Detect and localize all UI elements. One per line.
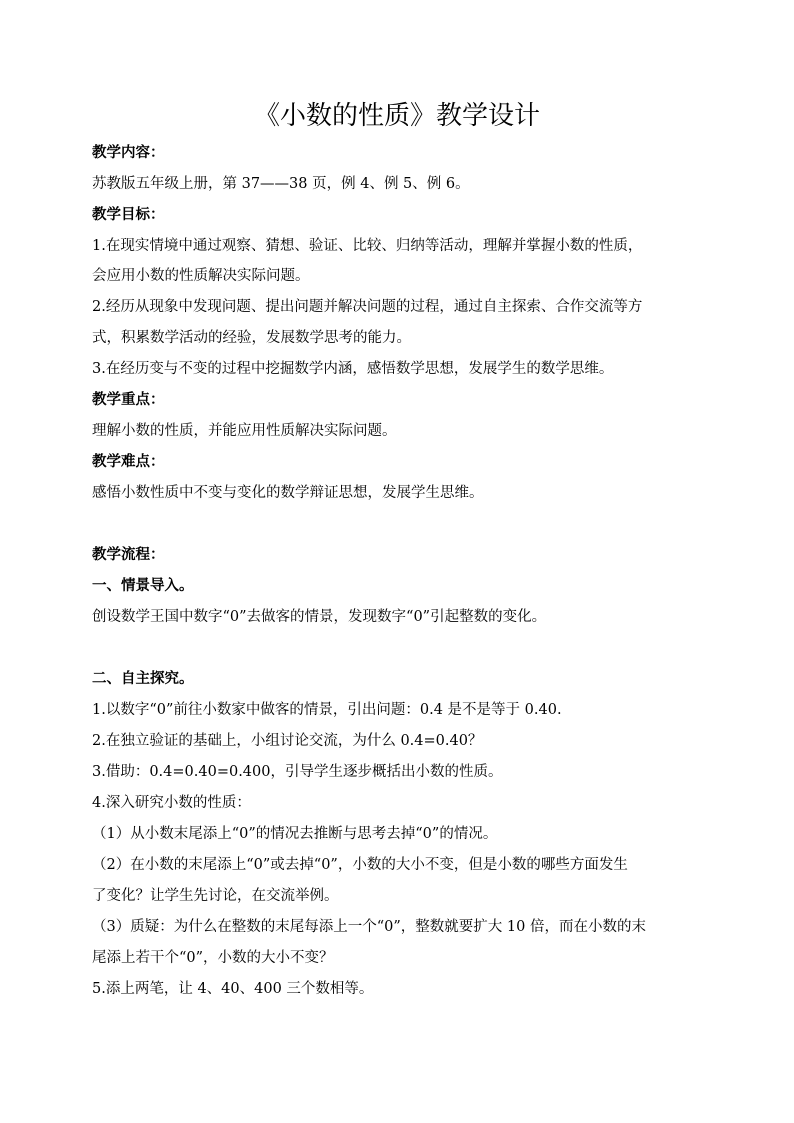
key-heading: 教学重点： bbox=[92, 392, 165, 408]
section-2-sub-3-line-2: 尾添上若干个“0”，小数的大小不变？ bbox=[92, 950, 334, 966]
goal-2-line-2: 式，积累数学活动的经验，发展数学思考的能力。 bbox=[92, 330, 411, 346]
goal-1-line-2: 会应用小数的性质解决实际问题。 bbox=[92, 268, 310, 284]
section-2-heading: 二、自主探究。 bbox=[92, 671, 194, 687]
section-2-item-4: 4.深入研究小数的性质： bbox=[92, 795, 251, 811]
section-2-item-5: 5.添上两笔，让 4、40、400 三个数相等。 bbox=[92, 981, 374, 997]
section-2-sub-2-line-1: （2）在小数的末尾添上“0”或去掉“0”，小数的大小不变，但是小数的哪些方面发生 bbox=[92, 857, 628, 873]
goal-2-line-1: 2.经历从现象中发现问题、提出问题并解决问题的过程，通过自主探索、合作交流等方 bbox=[92, 299, 643, 315]
difficulty-heading: 教学难点： bbox=[92, 454, 165, 470]
difficulty-text: 感悟小数性质中不变与变化的数学辩证思想，发展学生思维。 bbox=[92, 485, 484, 501]
content-text: 苏教版五年级上册，第 37——38 页，例 4、例 5、例 6。 bbox=[92, 176, 470, 192]
section-2-sub-3-line-1: （3）质疑：为什么在整数的末尾每添上一个“0”，整数就要扩大 10 倍，而在小数的末 bbox=[92, 919, 646, 935]
section-2-item-3: 3.借助：0.4=0.40=0.400，引导学生逐步概括出小数的性质。 bbox=[92, 764, 503, 780]
content-heading: 教学内容： bbox=[92, 145, 165, 161]
goals-heading: 教学目标： bbox=[92, 207, 165, 223]
goal-1-line-1: 1.在现实情境中通过观察、猜想、验证、比较、归纳等活动，理解并掌握小数的性质， bbox=[92, 238, 643, 254]
section-2-item-2: 2.在独立验证的基础上，小组讨论交流，为什么 0.4=0.40？ bbox=[92, 733, 483, 749]
document-title: 《小数的性质》教学设计 bbox=[253, 101, 540, 131]
key-text: 理解小数的性质，并能应用性质解决实际问题。 bbox=[92, 423, 397, 439]
section-2-item-1: 1.以数字“0”前往小数家中做客的情景，引出问题：0.4 是不是等于 0.40. bbox=[92, 702, 562, 718]
process-heading: 教学流程： bbox=[92, 547, 165, 563]
section-2-sub-2-line-2: 了变化？让学生先讨论，在交流举例。 bbox=[92, 888, 339, 904]
section-2-sub-1: （1）从小数末尾添上“0”的情况去推断与思考去掉“0”的情况。 bbox=[92, 826, 498, 842]
section-1-heading: 一、情景导入。 bbox=[92, 578, 194, 594]
goal-3: 3.在经历变与不变的过程中挖掘数学内涵，感悟数学思想，发展学生的数学思维。 bbox=[92, 361, 614, 377]
section-1-text: 创设数学王国中数字“0”去做客的情景，发现数字“0”引起整数的变化。 bbox=[92, 609, 547, 625]
